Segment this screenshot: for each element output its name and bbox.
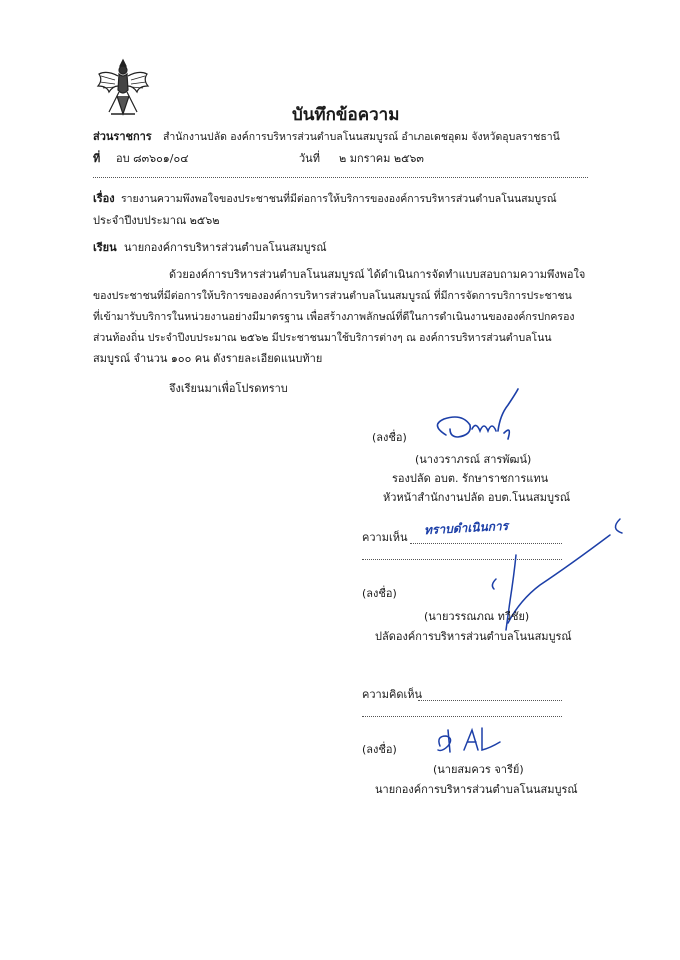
opinion-label-3: ความคิดเห็น bbox=[362, 688, 422, 701]
signer-position-2: ปลัดองค์การบริหารส่วนตำบลโนนสมบูรณ์ bbox=[375, 630, 572, 643]
closing-line: จึงเรียนมาเพื่อโปรดทราบ bbox=[169, 382, 288, 395]
signature-1 bbox=[428, 385, 528, 453]
salutation-label: เรียน bbox=[93, 241, 117, 254]
signer-position-1b: หัวหน้าสำนักงานปลัด อบต.โนนสมบูรณ์ bbox=[383, 491, 571, 504]
opinion-dotline-3b bbox=[362, 716, 562, 717]
signer-position-3: นายกองค์การบริหารส่วนตำบลโนนสมบูรณ์ bbox=[375, 783, 578, 796]
date-value: ๒ มกราคม ๒๕๖๓ bbox=[339, 152, 424, 165]
sign-label-3: (ลงชื่อ) bbox=[362, 743, 397, 756]
body-line-3: ที่เข้ามารับบริการในหน่วยงานอย่างมีมาตรฐาน เพื่อสร้างภาพลักษณ์ที่ดีในการดำเนินงานขององค์กรปกครอง bbox=[93, 311, 575, 323]
sign-label-1: (ลงชื่อ) bbox=[372, 431, 407, 444]
opinion-label-2: ความเห็น bbox=[362, 531, 408, 544]
body-line-2: ของประชาชนที่มีต่อการให้บริการขององค์การบริหารส่วนตำบลโนนสมบูรณ์ ที่มีการจัดการบริการประชาชน bbox=[93, 290, 572, 302]
date-label: วันที่ bbox=[299, 152, 320, 165]
body-line-4: ส่วนท้องถิ่น ประจำปีงบประมาณ ๒๕๖๒ มีประชาชนมาใช้บริการต่างๆ ณ องค์การบริหารส่วนตำบลโนน bbox=[93, 332, 552, 344]
agency-label: ส่วนราชการ bbox=[93, 130, 152, 143]
opinion-handwritten-2: ทราบดำเนินการ bbox=[423, 518, 509, 538]
signature-2 bbox=[460, 505, 630, 645]
body-line-5: สมบูรณ์ จำนวน ๑๐๐ คน ดังรายละเอียดแนบท้าย bbox=[93, 352, 323, 365]
signer-name-3: (นายสมควร จารีย์) bbox=[433, 763, 524, 776]
signature-3 bbox=[430, 722, 510, 762]
salutation-value: นายกองค์การบริหารส่วนตำบลโนนสมบูรณ์ bbox=[124, 241, 327, 254]
header-divider bbox=[93, 177, 588, 178]
body-line-1: ด้วยองค์การบริหารส่วนตำบลโนนสมบูรณ์ ได้ดำเนินการจัดทำแบบสอบถามความพึงพอใจ bbox=[169, 268, 586, 281]
ref-label: ที่ bbox=[93, 152, 101, 165]
subject-line-1: รายงานความพึงพอใจของประชาชนที่มีต่อการให้บริการขององค์การบริหารส่วนตำบลโนนสมบูรณ์ bbox=[121, 193, 557, 205]
signer-name-2: (นายวรรณภณ ทวีชัย) bbox=[424, 610, 530, 623]
ref-number: อบ ๘๓๖๐๑/๐๔ bbox=[116, 152, 189, 165]
signer-name-1: (นางวราภรณ์ สารพัฒน์) bbox=[415, 453, 532, 466]
sign-label-2: (ลงชื่อ) bbox=[362, 587, 397, 600]
garuda-emblem-icon bbox=[95, 56, 151, 118]
memo-title: บันทึกข้อความ bbox=[292, 105, 400, 125]
subject-label: เรื่อง bbox=[93, 192, 115, 205]
signer-position-1a: รองปลัด อบต. รักษาราชการแทน bbox=[392, 472, 549, 485]
subject-line-2: ประจำปีงบประมาณ ๒๕๖๒ bbox=[93, 214, 220, 227]
agency-value: สำนักงานปลัด องค์การบริหารส่วนตำบลโนนสมบูรณ์ อำเภอเดชอุดม จังหวัดอุบลราชธานี bbox=[163, 131, 560, 143]
opinion-dotline-3a bbox=[418, 700, 562, 701]
